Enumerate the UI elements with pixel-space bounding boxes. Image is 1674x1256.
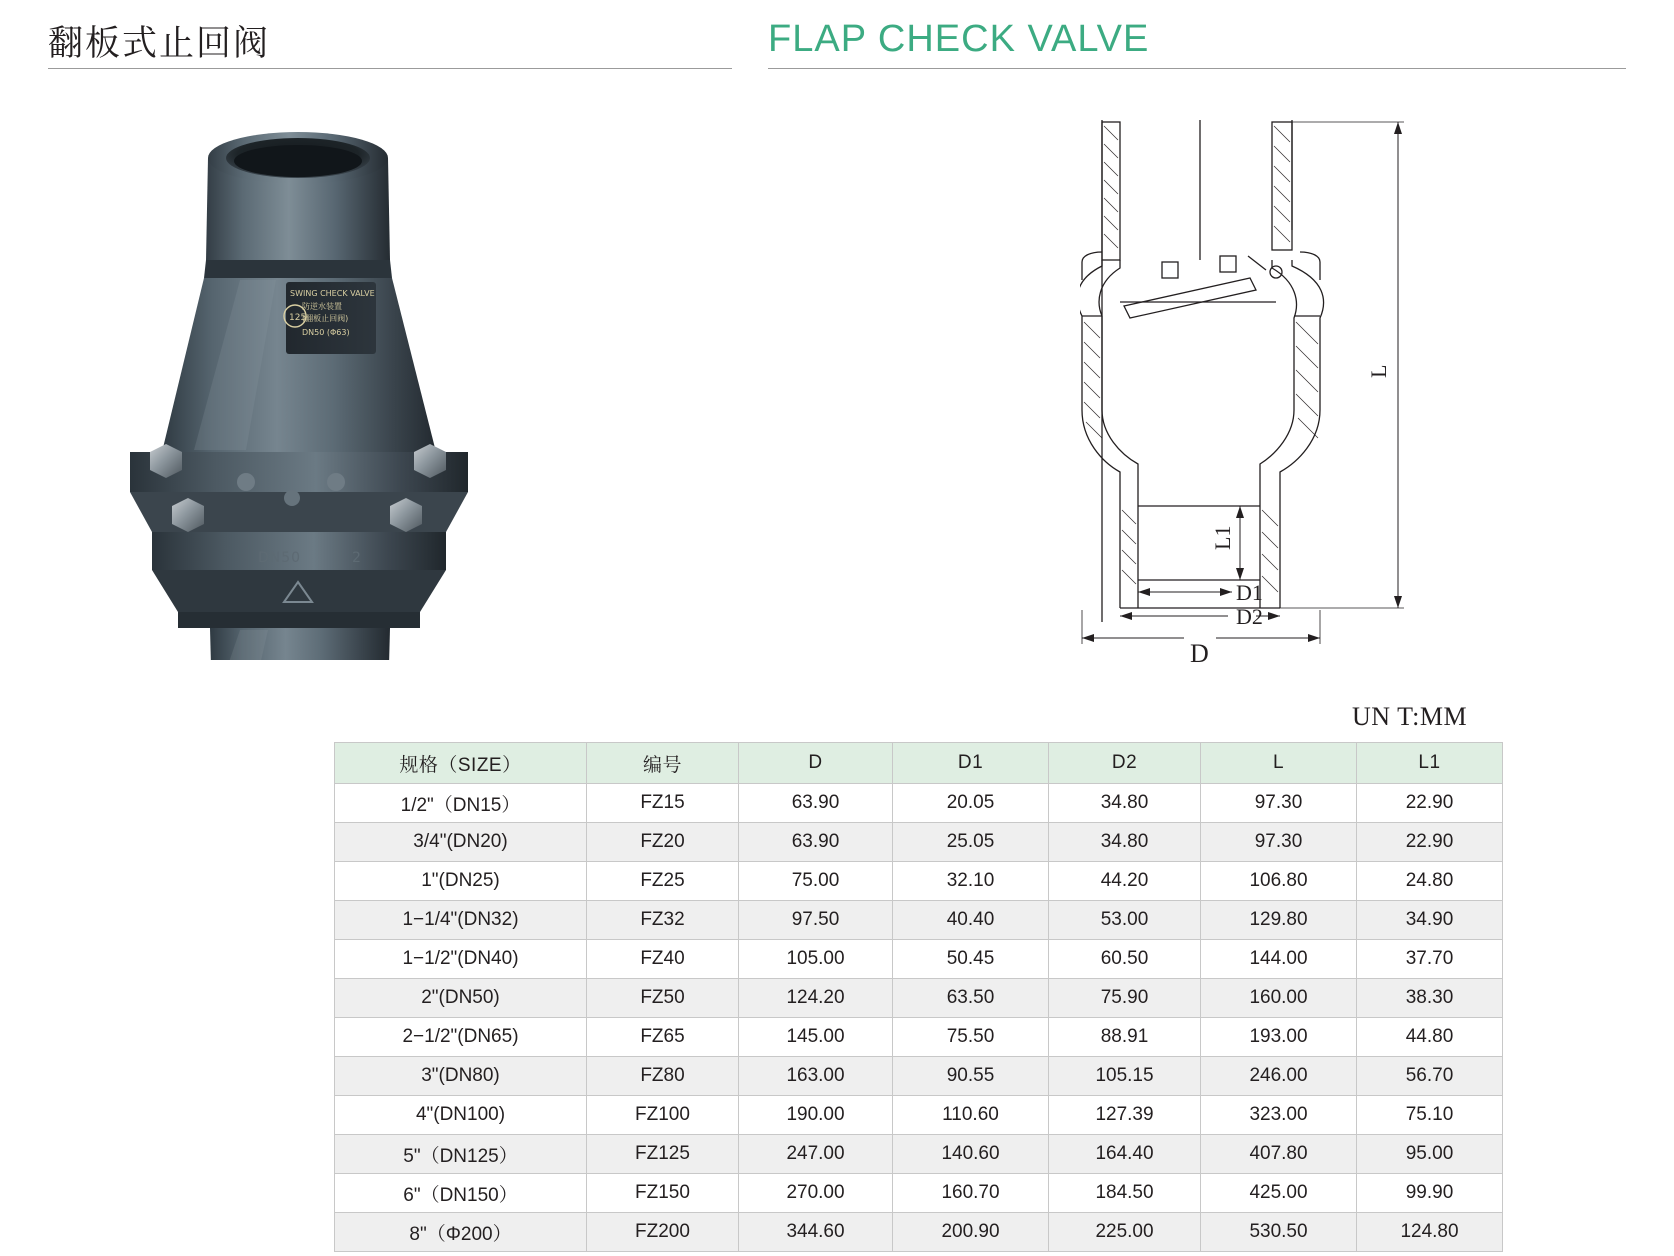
- spec-table: [334, 742, 1503, 1252]
- svg-text:125: 125: [289, 313, 307, 323]
- valve-section-drawing: [1080, 110, 1550, 670]
- cell-d2: 34.80: [1049, 784, 1201, 823]
- cell-l: 144.00: [1201, 940, 1357, 979]
- svg-text:2: 2: [352, 550, 361, 566]
- cell-d2: 75.90: [1049, 979, 1201, 1018]
- cell-code: FZ100: [587, 1096, 739, 1135]
- table-row: [335, 1096, 1503, 1135]
- cell-l1: 24.80: [1357, 862, 1503, 901]
- cell-size: 1−1/2"(DN40): [335, 940, 587, 979]
- cell-size: 1"(DN25): [335, 862, 587, 901]
- cell-d: 124.20: [739, 979, 893, 1018]
- header-divider-right: [768, 68, 1626, 69]
- dimension-label-D1: D1: [1236, 580, 1263, 605]
- table-row: [335, 1057, 1503, 1096]
- cell-d1: 200.90: [893, 1213, 1049, 1252]
- cell-d1: 75.50: [893, 1018, 1049, 1057]
- cell-d1: 40.40: [893, 901, 1049, 940]
- cell-size: 6"（DN150）: [335, 1174, 587, 1213]
- cell-d2: 60.50: [1049, 940, 1201, 979]
- cell-size: 1−1/4"(DN32): [335, 901, 587, 940]
- table-body: [335, 784, 1503, 1252]
- dimension-label-D: D: [1190, 639, 1209, 668]
- svg-text:(翻板止回阀): (翻板止回阀): [302, 314, 349, 323]
- cell-l1: 95.00: [1357, 1135, 1503, 1174]
- cell-code: FZ65: [587, 1018, 739, 1057]
- cell-d: 75.00: [739, 862, 893, 901]
- cell-d: 190.00: [739, 1096, 893, 1135]
- cell-l1: 44.80: [1357, 1018, 1503, 1057]
- cell-d1: 160.70: [893, 1174, 1049, 1213]
- cell-size: 4"(DN100): [335, 1096, 587, 1135]
- cell-l1: 34.90: [1357, 901, 1503, 940]
- cell-d1: 90.55: [893, 1057, 1049, 1096]
- cell-d1: 25.05: [893, 823, 1049, 862]
- cell-d: 145.00: [739, 1018, 893, 1057]
- column-header-l1: L1: [1357, 743, 1503, 784]
- cell-l: 425.00: [1201, 1174, 1357, 1213]
- cell-code: FZ25: [587, 862, 739, 901]
- cell-d: 270.00: [739, 1174, 893, 1213]
- cell-l: 97.30: [1201, 823, 1357, 862]
- table-row: [335, 901, 1503, 940]
- svg-text:DN50: DN50: [258, 550, 302, 566]
- valve-photo-illustration: [90, 100, 650, 660]
- dimension-label-L1: L1: [1210, 525, 1235, 550]
- cell-d1: 20.05: [893, 784, 1049, 823]
- cell-l1: 22.90: [1357, 784, 1503, 823]
- table-row: [335, 1213, 1503, 1252]
- unit-note: UN T:MM: [1352, 702, 1468, 731]
- cell-size: 1/2"（DN15）: [335, 784, 587, 823]
- cell-code: FZ150: [587, 1174, 739, 1213]
- cell-d2: 164.40: [1049, 1135, 1201, 1174]
- cell-d: 344.60: [739, 1213, 893, 1252]
- table-row: [335, 940, 1503, 979]
- cell-l: 407.80: [1201, 1135, 1357, 1174]
- page-header: [0, 0, 1674, 80]
- cell-d: 105.00: [739, 940, 893, 979]
- table-row: [335, 823, 1503, 862]
- cell-d2: 88.91: [1049, 1018, 1201, 1057]
- cell-d1: 32.10: [893, 862, 1049, 901]
- header-divider-left: [48, 68, 732, 69]
- cell-d1: 140.60: [893, 1135, 1049, 1174]
- cell-d2: 105.15: [1049, 1057, 1201, 1096]
- cell-l: 530.50: [1201, 1213, 1357, 1252]
- cell-d2: 127.39: [1049, 1096, 1201, 1135]
- column-header-d1: D1: [893, 743, 1049, 784]
- cell-d: 63.90: [739, 823, 893, 862]
- cell-l1: 38.30: [1357, 979, 1503, 1018]
- table-row: [335, 862, 1503, 901]
- spec-table-container: [334, 742, 1472, 1252]
- table-row: [335, 784, 1503, 823]
- column-header-l: L: [1201, 743, 1357, 784]
- cell-d2: 53.00: [1049, 901, 1201, 940]
- cell-d: 97.50: [739, 901, 893, 940]
- column-header-size: 规格（SIZE）: [335, 743, 587, 784]
- table-row: [335, 1174, 1503, 1213]
- cell-l1: 124.80: [1357, 1213, 1503, 1252]
- cell-d2: 34.80: [1049, 823, 1201, 862]
- cell-code: FZ20: [587, 823, 739, 862]
- product-photo: [90, 100, 650, 660]
- cell-l1: 22.90: [1357, 823, 1503, 862]
- page-title-cn: 翻板式止回阀: [48, 24, 271, 64]
- svg-text:DN50 (Φ63): DN50 (Φ63): [302, 328, 350, 337]
- cell-l: 129.80: [1201, 901, 1357, 940]
- table-row: [335, 1018, 1503, 1057]
- cell-size: 2−1/2"(DN65): [335, 1018, 587, 1057]
- column-header-code: 编号: [587, 743, 739, 784]
- table-header-row: [335, 743, 1503, 784]
- table-row: [335, 1135, 1503, 1174]
- cell-d1: 110.60: [893, 1096, 1049, 1135]
- page-title-en: FLAP CHECK VALVE: [768, 18, 1150, 60]
- column-header-d: D: [739, 743, 893, 784]
- cell-d1: 50.45: [893, 940, 1049, 979]
- cell-d2: 44.20: [1049, 862, 1201, 901]
- cell-d: 247.00: [739, 1135, 893, 1174]
- svg-text:防逆水装置: 防逆水装置: [302, 302, 342, 311]
- cell-code: FZ15: [587, 784, 739, 823]
- cell-code: FZ40: [587, 940, 739, 979]
- cell-d2: 184.50: [1049, 1174, 1201, 1213]
- cell-size: 5"（DN125）: [335, 1135, 587, 1174]
- cell-size: 3/4"(DN20): [335, 823, 587, 862]
- cell-l: 97.30: [1201, 784, 1357, 823]
- cell-l: 106.80: [1201, 862, 1357, 901]
- cell-code: FZ80: [587, 1057, 739, 1096]
- dimension-label-D2: D2: [1236, 604, 1263, 629]
- cell-l1: 37.70: [1357, 940, 1503, 979]
- cell-l1: 99.90: [1357, 1174, 1503, 1213]
- dimension-label-L: L: [1366, 364, 1391, 378]
- technical-drawing: [1080, 110, 1550, 670]
- cell-code: FZ200: [587, 1213, 739, 1252]
- cell-d: 163.00: [739, 1057, 893, 1096]
- cell-d: 63.90: [739, 784, 893, 823]
- cell-l: 246.00: [1201, 1057, 1357, 1096]
- cell-size: 2"(DN50): [335, 979, 587, 1018]
- cell-code: FZ32: [587, 901, 739, 940]
- column-header-d2: D2: [1049, 743, 1201, 784]
- cell-d1: 63.50: [893, 979, 1049, 1018]
- cell-d2: 225.00: [1049, 1213, 1201, 1252]
- cell-l: 193.00: [1201, 1018, 1357, 1057]
- cell-size: 8"（Φ200）: [335, 1213, 587, 1252]
- svg-text:SWING CHECK VALVE: SWING CHECK VALVE: [290, 289, 375, 298]
- cell-l: 160.00: [1201, 979, 1357, 1018]
- cell-code: FZ50: [587, 979, 739, 1018]
- cell-l1: 75.10: [1357, 1096, 1503, 1135]
- cell-code: FZ125: [587, 1135, 739, 1174]
- cell-l: 323.00: [1201, 1096, 1357, 1135]
- table-row: [335, 979, 1503, 1018]
- cell-l1: 56.70: [1357, 1057, 1503, 1096]
- cell-size: 3"(DN80): [335, 1057, 587, 1096]
